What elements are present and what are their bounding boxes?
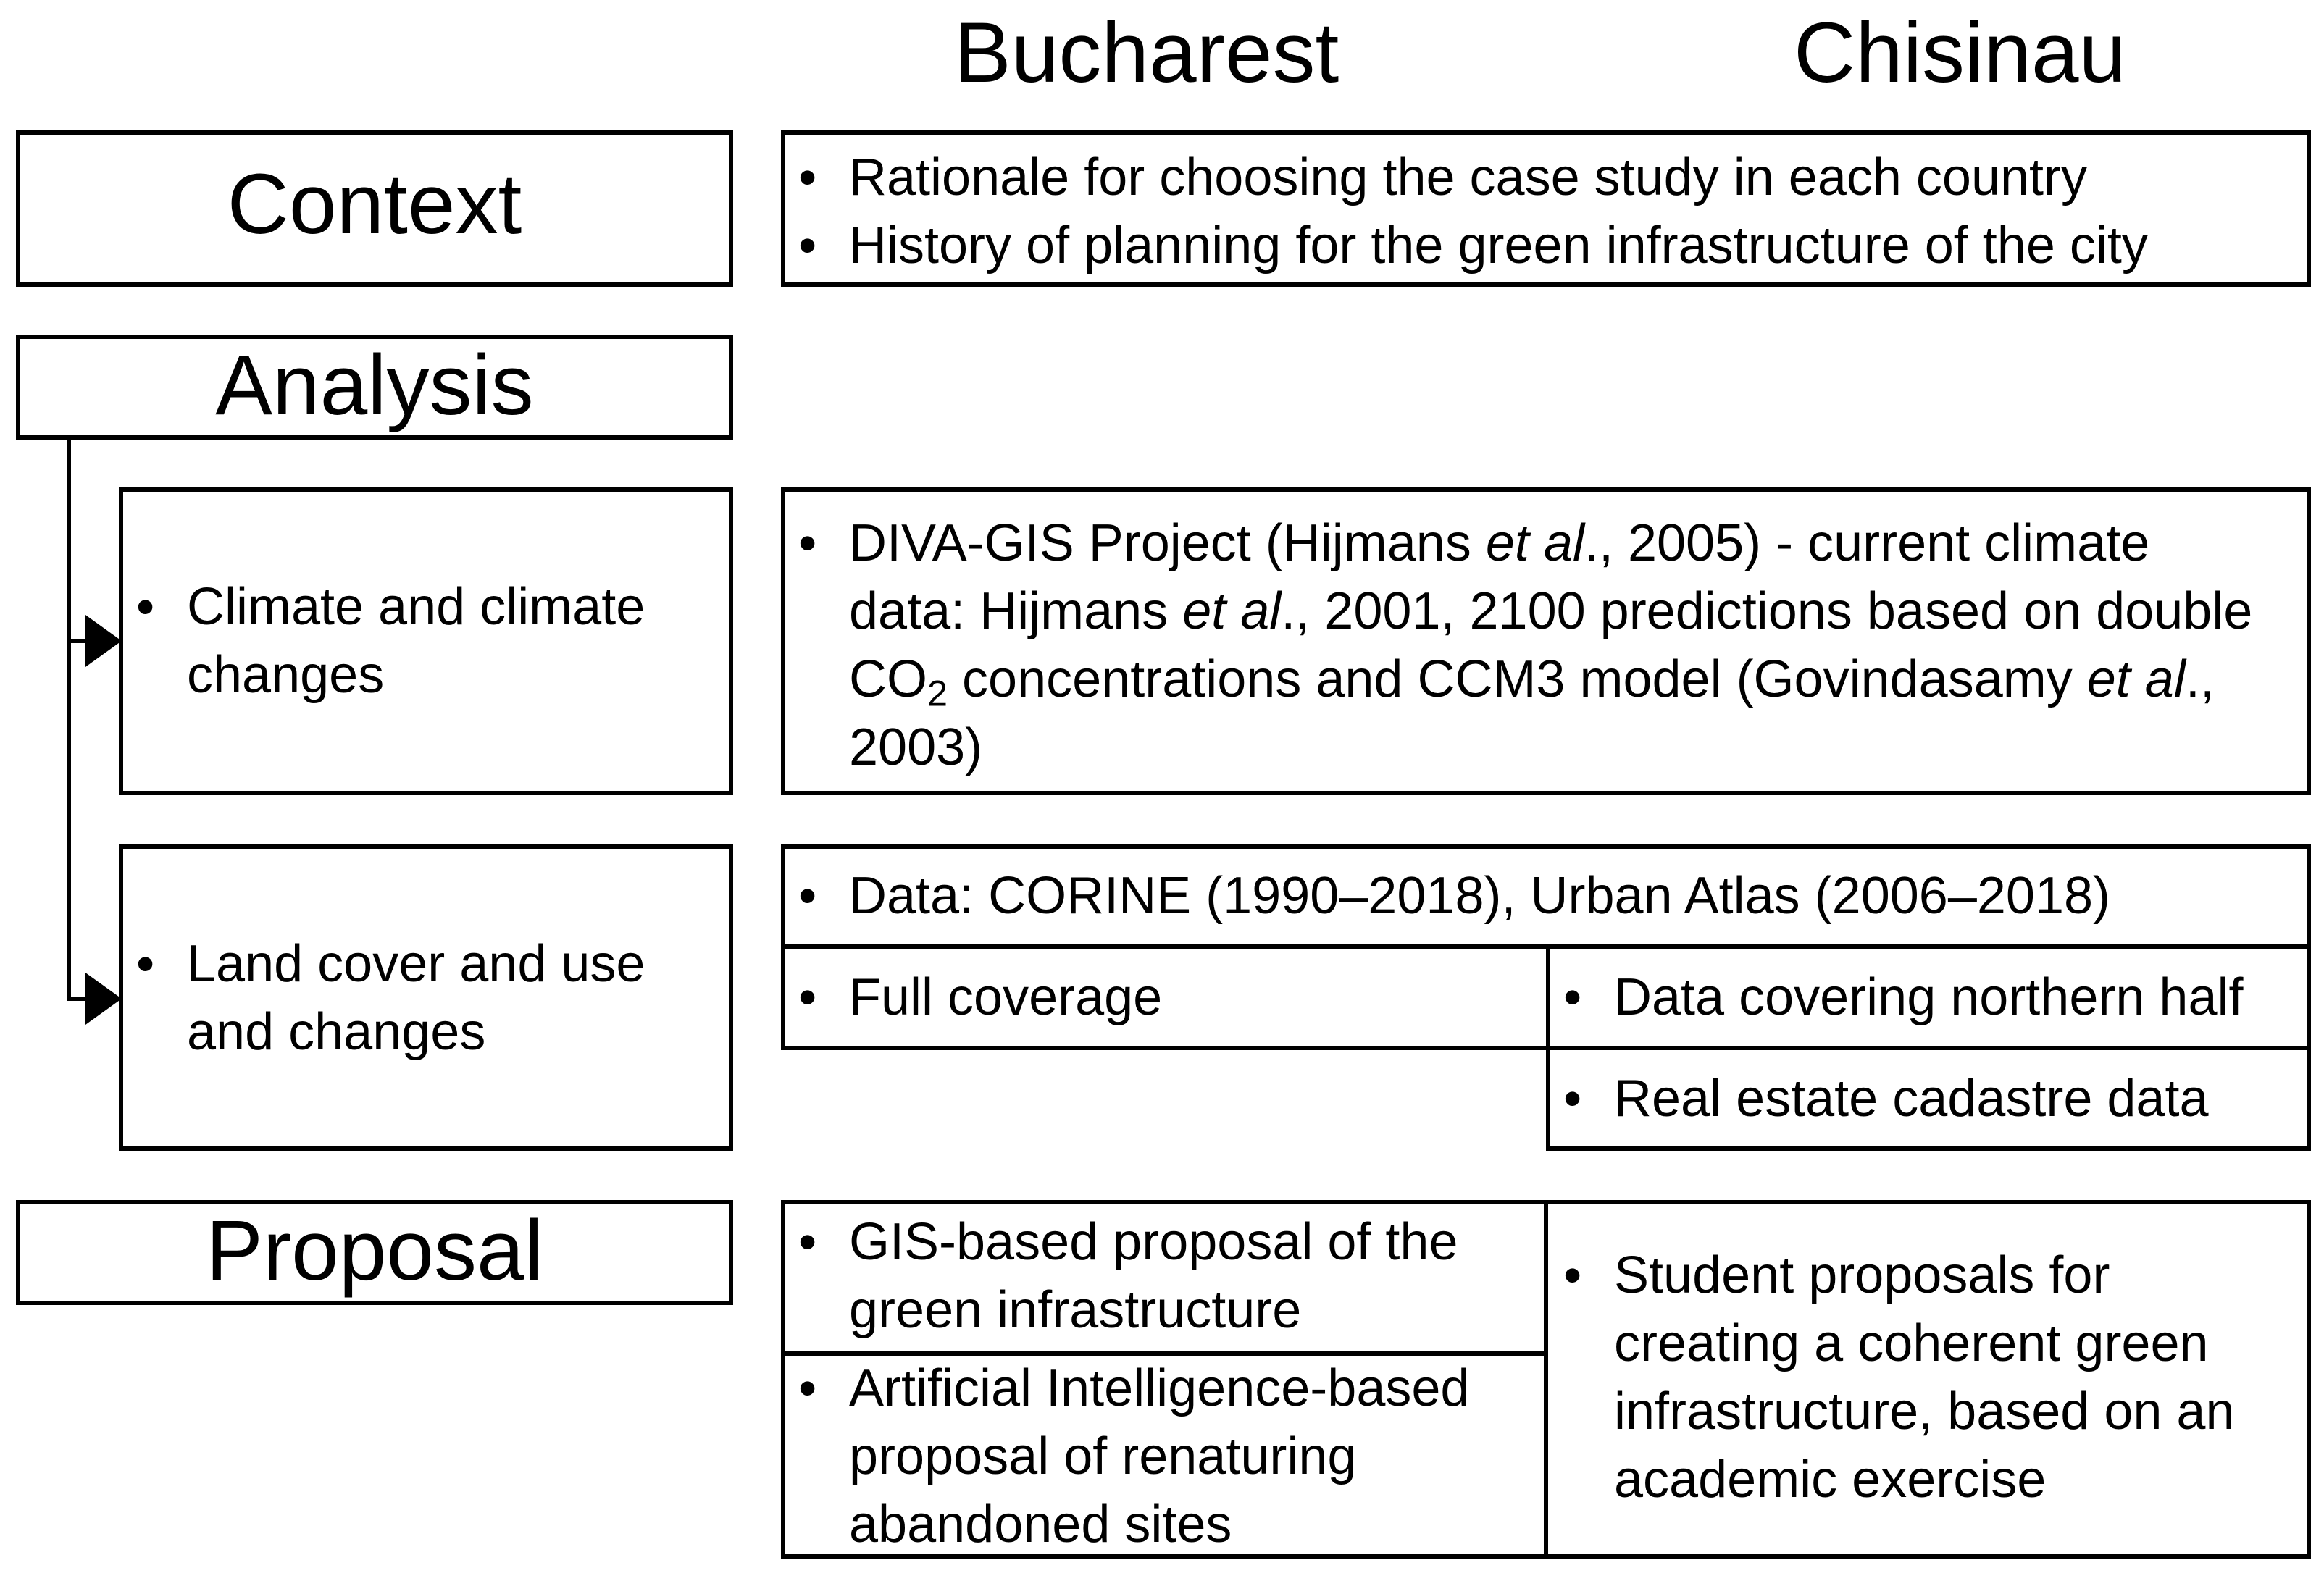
proposal-bucharest-list-2 (785, 1354, 1539, 1559)
landcover-chisinau-box-2 (1546, 1046, 2311, 1151)
climate-label-list (123, 573, 717, 709)
landcover-bucharest-list (785, 963, 1162, 1031)
analysis-landcover-box (119, 844, 733, 1151)
landcover-chisinau-list (1550, 1065, 2209, 1133)
analysis-climate-box (119, 487, 733, 795)
landcover-chisinau-list (1550, 963, 2244, 1031)
stage-context-box (16, 130, 733, 287)
stage-analysis-box (16, 335, 733, 440)
proposal-bucharest-item: • Artificial Intelligence-based proposal of renaturing abandoned sites (785, 1354, 1539, 1559)
landcover-label: • Land cover and use and changes (123, 930, 717, 1066)
landcover-shared-list (785, 862, 2110, 930)
proposal-chisinau-list (1550, 1241, 2304, 1514)
landcover-chisinau-item: • Data covering northern half (1550, 963, 2244, 1031)
landcover-shared-data: • Data: CORINE (1990–2018), Urban Atlas (2006–2018) (785, 862, 2110, 930)
landcover-chisinau-box-1 (1546, 944, 2311, 1050)
column-header-chisinau: Chisinau (1794, 5, 2127, 101)
climate-data-source: • DIVA-GIS Project (Hijmans et al., 2005) - current climate data: Hijmans et al., 2001, 2100 predictions based on double $CO_2$ concentrations and CCM3 model (Govindasamy et al., 2003) (785, 509, 2278, 781)
proposal-bucharest-list-1 (785, 1208, 1539, 1344)
landcover-bucharest-box (781, 944, 1550, 1050)
analysis-connector-line (67, 437, 71, 1001)
stage-analysis-label: Analysis (215, 337, 534, 433)
context-item: • History of planning for the green infrastructure of the city (785, 211, 2148, 280)
landcover-chisinau-item: • Real estate cadastre data (1550, 1065, 2209, 1133)
stage-context-label: Context (227, 156, 522, 252)
arrow-right-icon (85, 615, 122, 667)
context-item: • Rationale for choosing the case study in each country (785, 143, 2148, 211)
climate-details-list (785, 509, 2278, 781)
stage-proposal-label: Proposal (206, 1203, 543, 1299)
climate-label: • Climate and climate changes (123, 573, 717, 709)
stage-proposal-box (16, 1200, 733, 1305)
proposal-bucharest-item: • GIS-based proposal of the green infrastructure (785, 1208, 1539, 1344)
climate-details-box (781, 487, 2311, 795)
context-details-box (781, 130, 2311, 287)
landcover-shared-box (781, 844, 2311, 949)
landcover-bucharest-item: • Full coverage (785, 963, 1162, 1031)
proposal-column-divider (1544, 1200, 1548, 1559)
arrow-right-icon (85, 973, 122, 1025)
landcover-label-list (123, 930, 717, 1066)
column-header-bucharest: Bucharest (954, 5, 1339, 101)
proposal-chisinau-item: • Student proposals for creating a coherent green infrastructure, based on an academic exercise (1550, 1241, 2304, 1514)
context-list (785, 143, 2148, 280)
